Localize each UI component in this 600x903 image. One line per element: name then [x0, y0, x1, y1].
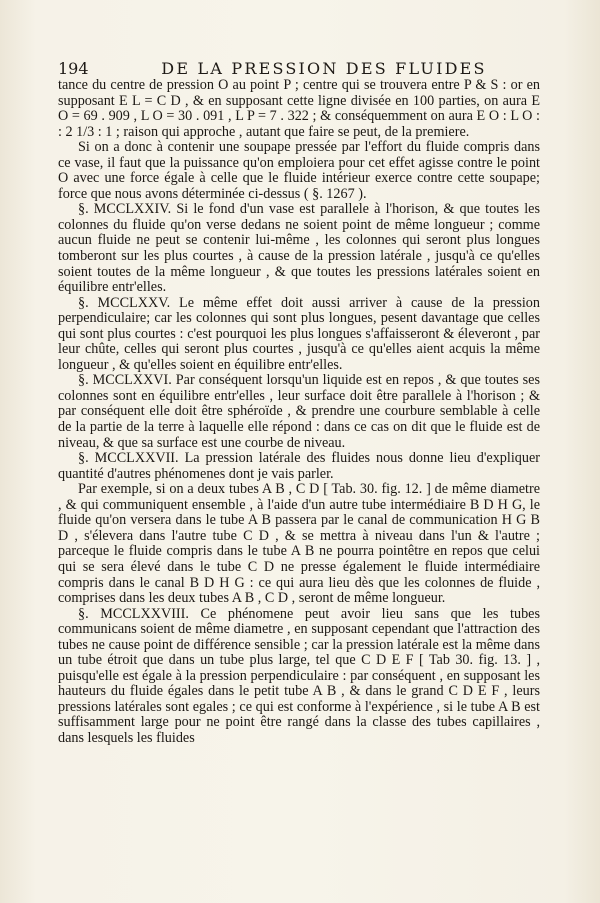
paragraph-section-1277: §. MCCLXXVII. La pression latérale des fluides nous donne lieu d'expliquer quantité d'autres phénomenes dont je vais parler.: [58, 450, 540, 482]
paragraph-section-1274: §. MCCLXXIV. Si le fond d'un vase est parallele à l'horison, & que toutes les colonnes du fluide qu'on verse dedans ne soient point de même longueur ; comme aucun fluide ne peut se contenir lui-même , les colonnes qui seront plus longues tomberont sur les plus courtes , à cause de la pression latérale , jusqu'à ce qu'elles soient toutes de la même longueur , & que toutes les pressions latérales soient en équilibre entr'elles.: [58, 201, 540, 296]
paragraph-section-1275: §. MCCLXXV. Le même effet doit aussi arriver à cause de la pression perpendiculaire; car les colonnes qui sont plus longues, pesent davantage que celles qui sont plus courtes : c'est pourquoi les plus longues s'affaisseront & éleveront , par leur chûte, celles qui seront plus courtes , jusqu'à ce qu'elles aient acquis la même longueur , & qu'elles soient en équilibre entr'elles.: [58, 294, 540, 373]
paragraph-section-1278: §. MCCLXXVIII. Ce phénomene peut avoir lieu sans que les tubes communicans soient de même diametre , en supposant cependant que l'attraction des tubes ne cause point de différence sensible ; car la pression latérale est la même dans un tube étroit que dans un tube plus large, tel que C D E F [ Tab 30. fig. 13. ] , puisqu'elle est égale à la pression perpendiculaire : par conséquent , en supposant les hauteurs du fluide égales dans le petit tube A B , & dans le grand C D E F , leurs pressions latérales sont egales ; ce qui est conforme à l'expérience , si le tube A B est suffisamment large pour ne point être rangé dans la classe des tubes capillaires , dans lesquels les fluides: [58, 605, 540, 746]
running-title: DE LA PRESSION DES FLUIDES: [161, 59, 487, 78]
page-number: 194: [58, 59, 89, 78]
body-text: [58, 78, 540, 818]
paragraph-example-tubes: Par exemple, si on a deux tubes A B , C D [ Tab. 30. fig. 12. ] de même diametre , & qui communiquent ensemble , à l'aide d'un autre tube intermédiaire B D H G, le fluide qu'on versera dans le tube A B passera par le canal de communication H G B D , s'élevera dans l'autre tube C D , & se mettra à niveau dans l'un & l'autre ; parceque le fluide compris dans le tube A B ne pourra pointêtre en repos que celui qui se sera élevé dans le tube C D ne presse également le fluide intermédiaire compris dans le canal B D H G : ce qui aura lieu dès que les colonnes de fluide , comprises dans les deux tubes A B , C D , seront de même longueur.: [58, 481, 540, 607]
paragraph-section-1276: §. MCCLXXVI. Par conséquent lorsqu'un liquide est en repos , & que toutes ses colonnes sont en équilibre entr'elles , leur surface doit être parallele à l'horison ; & par conséquent elle doit être sphéroïde , & prendre une courbure semblable à celle de la partie de la terre à laquelle elle répond : dans ce cas on dit que le fluide est de niveau, & que sa surface est une courbe de niveau.: [58, 372, 540, 451]
paragraph-continuation: tance du centre de pression O au point P ; centre qui se trouvera entre P & S : or en supposant E L = C D , & en supposant cette ligne divisée en 100 parties, on aura E O = 69 . 909 , L O = 30 . 091 , L P = 7 . 322 ; & conséquemment on aura E O : L O : : 2 1/3 : 1 ; raison qui approche , autant que faire se peut, de la premiere.: [58, 78, 540, 140]
paragraph-soupape: Si on a donc à contenir une soupape pressée par l'effort du fluide compris dans ce vase, il faut que la puissance qu'on emploiera pour cet effet agisse contre le point O avec une force égale à celle que le fluide intérieur exerce contre cette soupape; force que nous avons déterminée ci-dessus ( §. 1267 ).: [58, 139, 540, 202]
